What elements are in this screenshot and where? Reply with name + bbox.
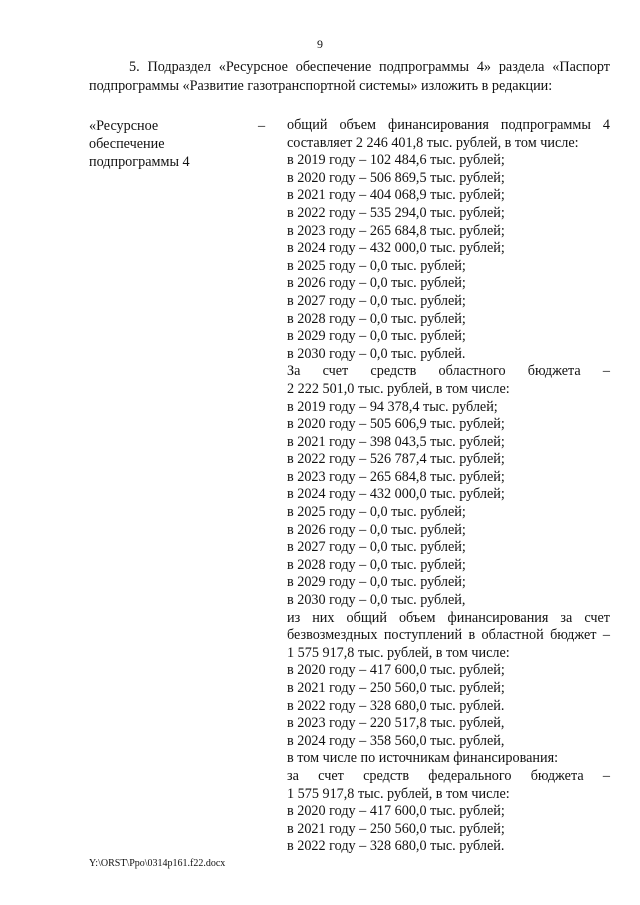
funding-line: из них общий объем финансирования за счет bbox=[287, 609, 610, 626]
funding-line: за счет средств федерального бюджета – bbox=[287, 767, 610, 784]
funding-line: в 2022 году – 328 680,0 тыс. рублей. bbox=[287, 697, 505, 714]
intro-paragraph: 5. Подраздел «Ресурсное обеспечение подпрограммы 4» раздела «Паспорт подпрограммы «Развитие газотранспортной системы» изложить в редакции: bbox=[89, 59, 610, 94]
funding-line: в 2024 году – 358 560,0 тыс. рублей, bbox=[287, 732, 505, 749]
funding-line: в 2024 году – 432 000,0 тыс. рублей; bbox=[287, 486, 505, 503]
funding-line: в 2023 году – 220 517,8 тыс. рублей, bbox=[287, 715, 505, 732]
funding-line: в 2021 году – 250 560,0 тыс. рублей; bbox=[287, 680, 505, 696]
funding-line: в 2027 году – 0,0 тыс. рублей; bbox=[287, 292, 466, 309]
funding-line: в 2022 году – 328 680,0 тыс. рублей. bbox=[287, 838, 505, 855]
separator-dash: – bbox=[258, 118, 266, 134]
page-number: 9 bbox=[317, 37, 323, 51]
funding-line: в 2020 году – 506 869,5 тыс. рублей; bbox=[287, 169, 505, 186]
resource-label-line: подпрограммы 4 bbox=[89, 154, 190, 170]
funding-line: в 2029 году – 0,0 тыс. рублей; bbox=[287, 328, 466, 345]
funding-line: в 2020 году – 417 600,0 тыс. рублей; bbox=[287, 803, 505, 820]
funding-details bbox=[287, 117, 610, 856]
resource-label-line: обеспечение bbox=[89, 136, 165, 152]
funding-line: в 2023 году – 265 684,8 тыс. рублей; bbox=[287, 468, 505, 485]
funding-line: в 2019 году – 102 484,6 тыс. рублей; bbox=[287, 152, 505, 169]
funding-line: в 2030 году – 0,0 тыс. рублей, bbox=[287, 592, 466, 609]
funding-line: 1 575 917,8 тыс. рублей, в том числе: bbox=[287, 785, 510, 802]
funding-line: в том числе по источникам финансирования: bbox=[287, 750, 559, 767]
funding-line: в 2020 году – 417 600,0 тыс. рублей; bbox=[287, 662, 505, 679]
funding-line: в 2024 году – 432 000,0 тыс. рублей; bbox=[287, 240, 505, 257]
funding-line: в 2019 году – 94 378,4 тыс. рублей; bbox=[287, 398, 498, 415]
funding-line: в 2020 году – 505 606,9 тыс. рублей; bbox=[287, 416, 505, 433]
funding-line: безвозмездных поступлений в областной бюджет – bbox=[287, 627, 610, 644]
funding-line: общий объем финансирования подпрограммы 4 bbox=[287, 117, 610, 133]
funding-line: в 2026 году – 0,0 тыс. рублей; bbox=[287, 275, 466, 292]
funding-line: 1 575 917,8 тыс. рублей, в том числе: bbox=[287, 644, 510, 661]
funding-line: За счет средств областного бюджета – bbox=[287, 363, 610, 380]
funding-line: в 2022 году – 535 294,0 тыс. рублей; bbox=[287, 204, 505, 221]
file-path-footer: Y:\ORST\Ppo\0314p161.f22.docx bbox=[89, 858, 226, 869]
funding-line: в 2023 году – 265 684,8 тыс. рублей; bbox=[287, 222, 505, 239]
funding-line: в 2021 году – 404 068,9 тыс. рублей; bbox=[287, 187, 505, 204]
funding-line: в 2029 году – 0,0 тыс. рублей; bbox=[287, 574, 466, 591]
funding-line: в 2026 году – 0,0 тыс. рублей; bbox=[287, 521, 466, 538]
funding-line: в 2025 году – 0,0 тыс. рублей; bbox=[287, 257, 466, 274]
funding-line: в 2028 году – 0,0 тыс. рублей; bbox=[287, 556, 466, 573]
funding-line: в 2025 году – 0,0 тыс. рублей; bbox=[287, 504, 466, 521]
funding-line: в 2021 году – 398 043,5 тыс. рублей; bbox=[287, 433, 505, 450]
funding-line: в 2021 году – 250 560,0 тыс. рублей; bbox=[287, 820, 505, 837]
funding-line: в 2030 году – 0,0 тыс. рублей. bbox=[287, 345, 466, 362]
funding-line: 2 222 501,0 тыс. рублей, в том числе: bbox=[287, 380, 510, 397]
funding-line: в 2028 году – 0,0 тыс. рублей; bbox=[287, 310, 466, 327]
funding-line: в 2027 году – 0,0 тыс. рублей; bbox=[287, 539, 466, 556]
funding-line: составляет 2 246 401,8 тыс. рублей, в том числе: bbox=[287, 134, 579, 151]
resource-label bbox=[89, 117, 259, 171]
resource-label-line: «Ресурсное bbox=[89, 118, 159, 134]
funding-line: в 2022 году – 526 787,4 тыс. рублей; bbox=[287, 451, 505, 468]
